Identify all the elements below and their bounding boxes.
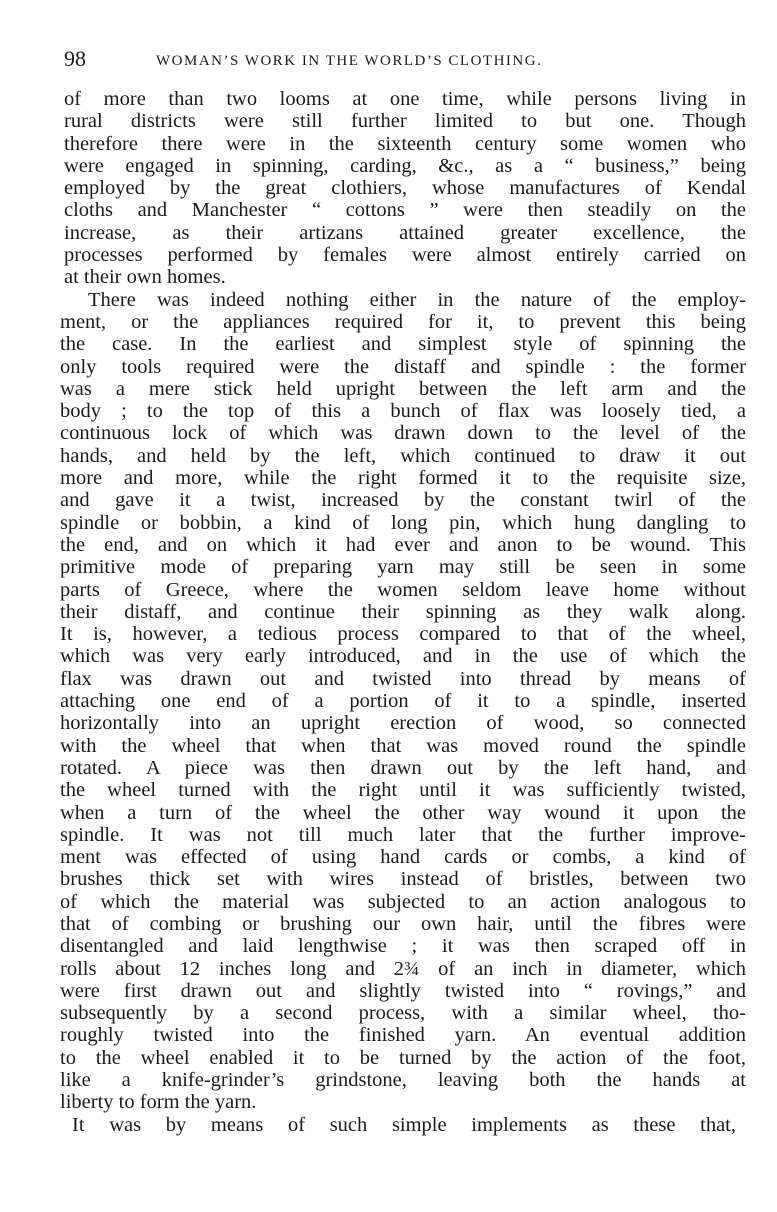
text-line: like a knife-grinder’s grindstone, leaving both the hands at	[60, 1069, 746, 1092]
text-line: ment, or the appliances required for it, to prevent this being	[60, 310, 746, 333]
text-line: spindle or bobbin, a kind of long pin, which hung dangling to	[60, 511, 746, 534]
text-line: were first drawn out and slightly twisted into “ rovings,” and	[60, 979, 746, 1002]
text-line: increase, as their artizans attained greater excellence, the	[64, 221, 746, 244]
text-line: the wheel turned with the right until it was sufficiently twisted,	[60, 779, 746, 802]
text-line: disentangled and laid lengthwise ; it was then scraped off in	[60, 935, 746, 958]
text-line: hands, and held by the left, which continued to draw it out	[60, 444, 746, 467]
text-line: It is, however, a tedious process compared to that of the wheel,	[60, 623, 746, 646]
text-line: brushes thick set with wires instead of bristles, between two	[60, 868, 746, 891]
text-line: and gave it a twist, increased by the constant twirl of the	[60, 489, 746, 512]
text-line: attaching one end of a portion of it to a spindle, inserted	[60, 690, 746, 713]
text-line: of more than two looms at one time, while persons living in	[64, 88, 746, 110]
text-line: the case. In the earliest and simplest style of spinning the	[60, 333, 746, 356]
text-line: It was by means of such simple implements as these that,	[72, 1113, 736, 1136]
text-line: continuous lock of which was drawn down to the level of the	[60, 422, 746, 445]
page-header	[64, 44, 754, 74]
text-line: There was indeed nothing either in the nature of the employ-	[88, 288, 746, 311]
text-line: with the wheel that when that was moved round the spindle	[60, 734, 746, 757]
text-line: more and more, while the right formed it to the requisite size,	[60, 467, 746, 490]
text-line: cloths and Manchester “ cottons ” were then steadily on the	[64, 199, 746, 222]
text-line: the end, and on which it had ever and anon to be wound. This	[60, 533, 746, 556]
text-line: roughly twisted into the finished yarn. An eventual addition	[60, 1024, 746, 1047]
text-line: only tools required were the distaff and spindle : the former	[60, 355, 746, 378]
text-line: processes performed by females were almost entirely carried on	[64, 244, 746, 267]
text-line: subsequently by a second process, with a similar wheel, tho-	[60, 1002, 746, 1025]
text-line: that of combing or brushing our own hair, until the fibres were	[60, 912, 746, 935]
running-title: WOMAN’S WORK IN THE WORLD’S CLOTHING.	[156, 53, 543, 69]
text-line: rolls about 12 inches long and 2¾ of an inch in diameter, which	[60, 957, 746, 980]
text-line: spindle. It was not till much later that the further improve-	[60, 823, 746, 846]
text-line: rotated. A piece was then drawn out by the left hand, and	[60, 756, 746, 779]
text-line: primitive mode of preparing yarn may still be seen in some	[60, 556, 746, 579]
text-line: was a mere stick held upright between the left arm and the	[60, 377, 746, 400]
text-line: body ; to the top of this a bunch of flax was loosely tied, a	[60, 400, 746, 423]
text-line: liberty to form the yarn.	[60, 1091, 257, 1114]
text-line: of which the material was subjected to an action analogous to	[60, 890, 746, 913]
paragraph-3	[48, 1114, 748, 1136]
text-line: which was very early introduced, and in the use of which the	[60, 645, 746, 668]
page-number: 98	[64, 46, 86, 71]
text-line: employed by the great clothiers, whose manufactures of Kendal	[64, 177, 746, 200]
body-text	[48, 88, 748, 1136]
text-line: therefore there were in the sixteenth century some women who	[64, 132, 746, 155]
text-line: at their own homes.	[64, 266, 226, 289]
paragraph-1	[48, 88, 748, 289]
text-line: parts of Greece, where the women seldom leave home without	[60, 578, 746, 601]
text-line: rural districts were still further limited to but one. Though	[64, 110, 746, 133]
text-line: flax was drawn out and twisted into thread by means of	[60, 667, 746, 690]
text-line: horizontally into an upright erection of wood, so connected	[60, 712, 746, 735]
text-line: when a turn of the wheel the other way wound it upon the	[60, 801, 746, 824]
paragraph-2	[48, 289, 748, 1114]
text-line: were engaged in spinning, carding, &c., as a “ business,” being	[64, 154, 746, 177]
text-line: to the wheel enabled it to be turned by the action of the foot,	[60, 1046, 746, 1069]
text-line: ment was effected of using hand cards or combs, a kind of	[60, 846, 746, 869]
text-line: their distaff, and continue their spinning as they walk along.	[60, 600, 746, 623]
